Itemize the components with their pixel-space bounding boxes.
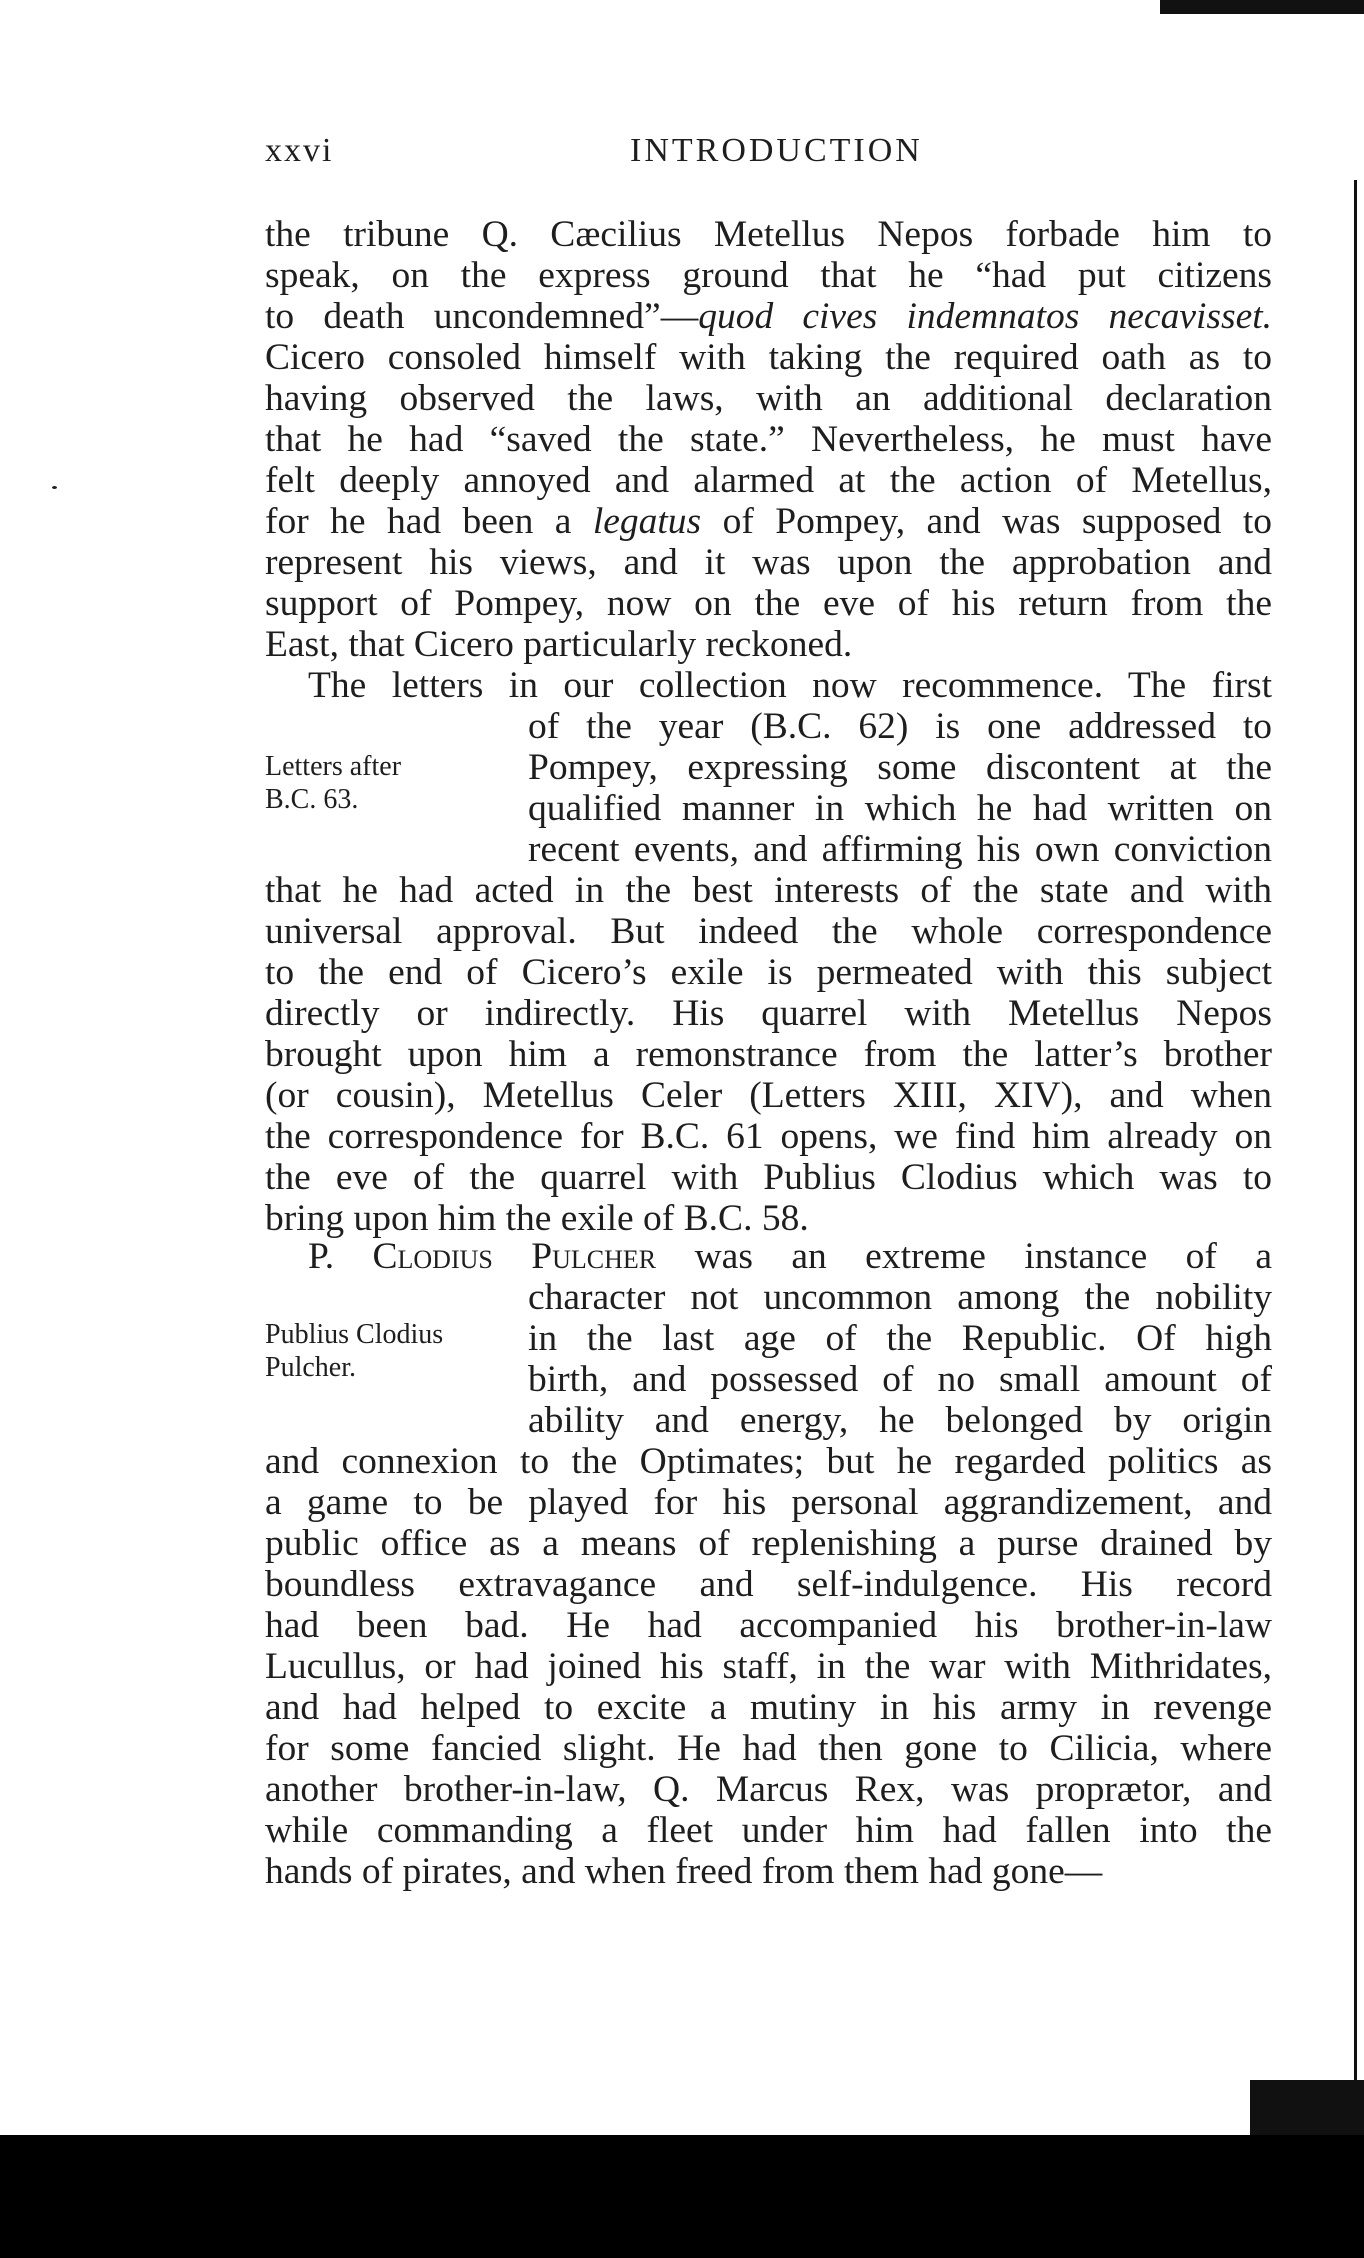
text-line: East, that Cicero particularly reckoned. xyxy=(265,624,853,665)
text-line: Lucullus, or had joined his staff, in the war with Mithridates, xyxy=(265,1646,1272,1687)
text-line xyxy=(265,706,1272,747)
person-name: P. Clodius Pulcher xyxy=(308,1236,657,1277)
text-line: boundless extravagance and self-indulgence. His record xyxy=(265,1564,1272,1605)
text-line: recent events, and affirming his own conviction xyxy=(528,829,1272,870)
text-segment: for he had been a xyxy=(265,501,593,542)
text-segment: bring upon him the exile of xyxy=(265,1198,684,1239)
page-edge-right xyxy=(1354,180,1357,2080)
text-line xyxy=(265,1236,1272,1277)
latin-quote: quod cives indemnatos necavisset. xyxy=(698,296,1273,337)
page-edge-top xyxy=(1160,0,1364,14)
text-line: hands of pirates, and when freed from them had gone— xyxy=(265,1851,1103,1892)
text-line: birth, and possessed of no small amount of xyxy=(528,1359,1272,1400)
text-line: speak, on the express ground that he “had put citizens xyxy=(265,255,1272,296)
text-segment: of Pompey, and was supposed to xyxy=(701,501,1273,542)
ink-mark xyxy=(52,486,57,489)
sidenote-clodius xyxy=(265,1318,443,1384)
text-line: Pompey, expressing some discontent at the xyxy=(528,747,1272,788)
latin-term: legatus xyxy=(592,501,702,542)
page-number: xxvi xyxy=(265,132,334,169)
text-line: ability and energy, he belonged by origin xyxy=(528,1400,1272,1441)
text-segment: the correspondence for xyxy=(265,1116,641,1157)
text-line: brought upon him a remonstrance from the latter’s brother xyxy=(265,1034,1272,1075)
text-line: while commanding a fleet under him had fallen into the xyxy=(265,1810,1272,1851)
text-line: qualified manner in which he had written on xyxy=(528,788,1272,829)
text-line: and connexion to the Optimates; but he regarded politics as xyxy=(265,1441,1272,1482)
sidenote-line: Letters after xyxy=(265,751,402,782)
text-line: public office as a means of replenishing a purse drained by xyxy=(265,1523,1272,1564)
era-abbrev: B.C. xyxy=(640,1116,710,1157)
text-segment: was an extreme instance of a xyxy=(656,1236,1272,1277)
text-line: felt deeply annoyed and alarmed at the action of Metellus, xyxy=(265,460,1272,501)
text-line: a game to be played for his personal aggrandizement, and xyxy=(265,1482,1272,1523)
era-abbrev: B.C. xyxy=(265,784,317,815)
text-line: having observed the laws, with an additional declaration xyxy=(265,378,1272,419)
text-line: represent his views, and it was upon the approbation and xyxy=(265,542,1272,583)
text-segment: 58. xyxy=(752,1198,809,1239)
text-line: the tribune Q. Cæcilius Metellus Nepos forbade him to xyxy=(265,214,1272,255)
text-line: in the last age of the Republic. Of high xyxy=(528,1318,1272,1359)
text-line xyxy=(265,1198,1272,1239)
era-abbrev: B.C. xyxy=(683,1198,753,1239)
text-line: had been bad. He had accompanied his brother-in-law xyxy=(265,1605,1272,1646)
text-segment: 63. xyxy=(316,784,359,815)
text-line: to the end of Cicero’s exile is permeated with this subject xyxy=(265,952,1272,993)
text-line: support of Pompey, now on the eve of his return from the xyxy=(265,583,1272,624)
text-line: the eve of the quarrel with Publius Clodius which was to xyxy=(265,1157,1272,1198)
text-segment: to death uncondemned”— xyxy=(265,296,699,337)
sidenote-letters-after xyxy=(265,750,401,816)
text-line: that he had acted in the best interests of the state and with xyxy=(265,870,1272,911)
paragraph-letters xyxy=(265,665,1272,1239)
text-line: universal approval. But indeed the whole correspondence xyxy=(265,911,1272,952)
text-line xyxy=(265,501,1272,542)
text-line: The letters in our collection now recommence. The first xyxy=(308,665,1272,706)
text-segment: 61 opens, we find him already on xyxy=(709,1116,1272,1157)
paragraph-metellus xyxy=(265,214,1272,665)
text-line: that he had “saved the state.” Nevertheless, he must have xyxy=(265,419,1272,460)
text-line: (or cousin), Metellus Celer (Letters XIII, XIV), and when xyxy=(265,1075,1272,1116)
scan-shadow-corner xyxy=(1250,2080,1364,2140)
text-line: and had helped to excite a mutiny in his army in revenge xyxy=(265,1687,1272,1728)
text-segment: of the year ( xyxy=(528,706,763,747)
text-segment: 62) is one addressed to xyxy=(831,706,1272,747)
sidenote-line: Pulcher. xyxy=(265,1352,356,1383)
running-title: INTRODUCTION xyxy=(630,132,923,169)
text-line: for some fancied slight. He had then gone to Cilicia, where xyxy=(265,1728,1272,1769)
text-line: character not uncommon among the nobility xyxy=(528,1277,1272,1318)
text-line xyxy=(265,1116,1272,1157)
text-line: Cicero consoled himself with taking the required oath as to xyxy=(265,337,1272,378)
sidenote-line xyxy=(265,783,401,816)
text-line: directly or indirectly. His quarrel with Metellus Nepos xyxy=(265,993,1272,1034)
sidenote-line: Publius Clodius xyxy=(265,1319,444,1350)
era-abbrev: B.C. xyxy=(762,706,832,747)
text-line xyxy=(265,296,1272,337)
scan-shadow-bottom xyxy=(0,2135,1364,2258)
text-line: another brother-in-law, Q. Marcus Rex, was proprætor, and xyxy=(265,1769,1272,1810)
